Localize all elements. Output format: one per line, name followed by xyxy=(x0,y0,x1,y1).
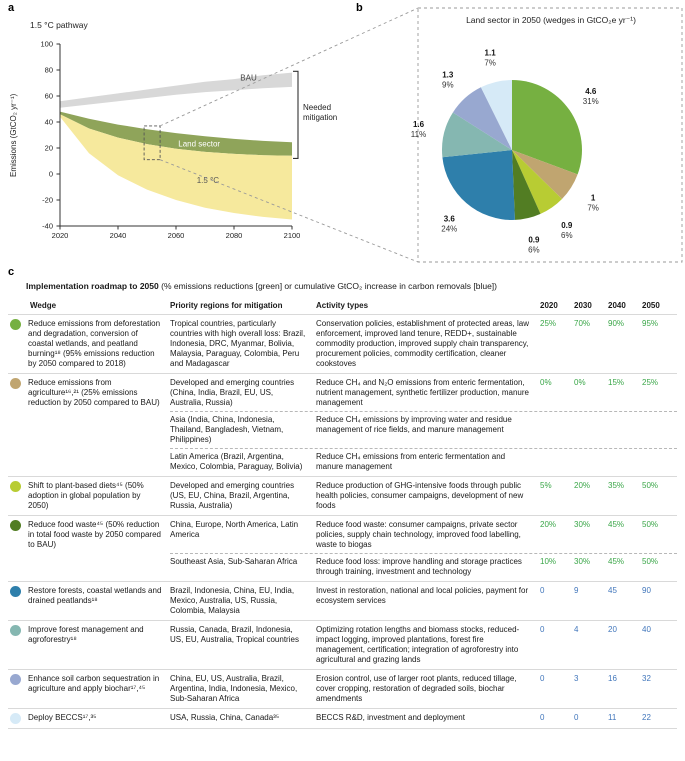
wedge-cell: Reduce emissions from agriculture¹⁶,²¹ (25% emissions reduction by 2050 compared to BAU) xyxy=(28,378,160,407)
needed-mitigation-label: Needed mitigation xyxy=(303,103,338,123)
value-cell: 4 xyxy=(574,625,579,634)
value-cell: 45% xyxy=(608,520,625,529)
table-subrow xyxy=(170,378,677,408)
value-cell: 0 xyxy=(540,713,545,722)
wedge-color-dot xyxy=(10,319,21,330)
wedge-cell: Reduce food waste⁴⁵ (50% reduction in total food waste by 2050 compared to BAU) xyxy=(28,520,161,549)
pie-slice-4 xyxy=(442,150,515,220)
wedge-color-cell xyxy=(8,674,28,685)
x-tick-label: 2040 xyxy=(109,231,127,240)
wedge-color-cell xyxy=(8,319,28,330)
table-subrow xyxy=(170,481,677,511)
pie-slice-pct-label: 11% xyxy=(410,130,427,140)
value-cell: 35% xyxy=(608,481,625,490)
column-header-year: 2040 xyxy=(608,301,626,310)
panel-b-title: Land sector in 2050 (wedges in GtCO₂e yr⁻¹) xyxy=(466,15,636,25)
wedge-cell: Restore forests, coastal wetlands and drained peatlands¹⁸ xyxy=(28,586,162,605)
value-cell: 30% xyxy=(574,520,591,529)
value-cell: 3 xyxy=(574,674,579,683)
row-subrows xyxy=(170,625,677,665)
pie-slice-pct-label: 6% xyxy=(528,245,540,255)
activities-cell: Reduce CH₄ emissions from enteric fermentation and manure management xyxy=(316,452,506,471)
pie-slice-pct-label: 6% xyxy=(561,230,573,240)
column-header-year: 2030 xyxy=(574,301,592,310)
pie-slice-value-label: 1.3 xyxy=(442,70,454,80)
area-bau xyxy=(60,73,292,108)
panel-a-title: 1.5 °C pathway xyxy=(30,20,88,30)
value-cell: 9 xyxy=(574,586,579,595)
y-tick-label: 80 xyxy=(44,65,53,75)
y-tick-label: 100 xyxy=(40,39,53,49)
pie-slice-pct-label: 7% xyxy=(484,58,496,68)
table-subrow xyxy=(170,586,677,616)
value-cell: 20 xyxy=(608,625,617,634)
wedge-color-cell xyxy=(8,713,28,724)
area-label: BAU xyxy=(240,73,257,83)
value-cell: 90% xyxy=(608,319,625,328)
table-title: Implementation roadmap to 2050 xyxy=(26,281,159,291)
regions-cell: Latin America (Brazil, Argentina, Mexico, Colombia, Paraguay, Bolivia) xyxy=(170,452,303,471)
wedge-color-cell xyxy=(8,625,28,636)
y-tick-label: 20 xyxy=(44,143,53,153)
regions-cell: China, Europe, North America, Latin America xyxy=(170,520,299,539)
x-tick-label: 2060 xyxy=(167,231,185,240)
value-cell: 40 xyxy=(642,625,651,634)
table-subtitle: (% emissions reductions [green] or cumulative GtCO₂ increase in carbon removals [blue]) xyxy=(161,281,497,291)
column-header-year: 2050 xyxy=(642,301,660,310)
x-tick-label: 2100 xyxy=(283,231,301,240)
x-tick-label: 2020 xyxy=(51,231,69,240)
table-subrow xyxy=(170,319,677,369)
regions-cell: Developed and emerging countries (China, India, Brazil, EU, US, Australia, Russia) xyxy=(170,378,295,407)
regions-cell: Tropical countries, particularly countries with high overall loss: Brazil, Indonesia, DRC, Myanmar, Bolivia, Malaysia, Paraguay, Colombia, Peru and Madagascar xyxy=(170,319,306,368)
activities-cell: Reduce food waste: consumer campaigns, private sector policies, supply chain technology, improved food labelling, waste to biogas xyxy=(316,520,521,549)
area-label: Land sector xyxy=(178,139,221,149)
pie-slice-value-label: 4.6 xyxy=(585,87,597,97)
value-cell: 25% xyxy=(642,378,659,387)
y-tick-label: 40 xyxy=(44,117,53,127)
table-row xyxy=(8,314,677,373)
pie-slice-value-label: 0.9 xyxy=(561,220,573,230)
column-header-regions: Priority regions for mitigation xyxy=(170,301,283,310)
table-subrow xyxy=(170,411,677,445)
wedge-color-cell xyxy=(8,481,28,492)
value-cell: 30% xyxy=(574,557,591,566)
x-tick-label: 2080 xyxy=(225,231,243,240)
activities-cell: Reduce CH₄ emissions by improving water and residue management of rice fields, and manure management xyxy=(316,415,512,434)
roadmap-table xyxy=(8,297,677,729)
panel-c-label: c xyxy=(8,266,15,278)
table-row xyxy=(8,620,677,669)
activities-cell: Erosion control, use of larger root plants, reduced tillage, cover cropping, restoration of degraded soils, biochar amendments xyxy=(316,674,517,703)
pie-slice-value-label: 1.1 xyxy=(484,48,496,58)
value-cell: 50% xyxy=(642,557,659,566)
wedge-color-dot xyxy=(10,625,21,636)
table-title-line xyxy=(26,281,677,291)
value-cell: 5% xyxy=(540,481,552,490)
y-tick-label: 0 xyxy=(48,169,53,179)
value-cell: 10% xyxy=(540,557,557,566)
value-cell: 0 xyxy=(540,586,545,595)
value-cell: 70% xyxy=(574,319,591,328)
row-subrows xyxy=(170,378,677,472)
value-cell: 50% xyxy=(642,481,659,490)
y-tick-label: -20 xyxy=(42,195,53,205)
y-tick-label: -40 xyxy=(42,221,53,231)
row-subrows xyxy=(170,319,677,369)
area-label: 1.5 °C xyxy=(196,176,220,186)
wedge-color-cell xyxy=(8,520,28,531)
table-subrow xyxy=(170,553,677,577)
pie-slice-value-label: 1.6 xyxy=(412,120,425,130)
wedge-color-dot xyxy=(10,378,21,389)
charts-canvas xyxy=(0,0,685,270)
y-axis-label: Emissions (GtCO₂ yr⁻¹) xyxy=(9,93,18,177)
value-cell: 45 xyxy=(608,586,617,595)
panel-a-label: a xyxy=(8,2,15,14)
activities-cell: Conservation policies, establishment of protected areas, law enforcement, improved land tenure, REDD+, sustainable commodity production, improved supply chain transparency, procurement policies, commodity certification, cleaner cookstoves xyxy=(316,319,529,368)
table-row xyxy=(8,581,677,620)
y-tick-label: 60 xyxy=(44,91,53,101)
wedge-cell: Improve forest management and agroforestry¹⁸ xyxy=(28,625,144,644)
pie-slice-value-label: 1 xyxy=(590,193,596,203)
row-subrows xyxy=(170,674,677,704)
value-cell: 90 xyxy=(642,586,651,595)
needed-mitigation-bracket xyxy=(293,71,298,158)
table-subrow xyxy=(170,520,677,550)
table-row xyxy=(8,373,677,476)
wedge-color-cell xyxy=(8,378,28,389)
activities-cell: BECCS R&D, investment and deployment xyxy=(316,713,465,722)
zoom-callout-line xyxy=(160,8,418,126)
column-header-wedge: Wedge xyxy=(30,301,57,310)
regions-cell: Brazil, Indonesia, China, EU, India, Mexico, Australia, US, Russia, Colombia, Malaysia xyxy=(170,586,295,615)
value-cell: 0 xyxy=(540,674,545,683)
value-cell: 0 xyxy=(574,713,579,722)
regions-cell: Southeast Asia, Sub-Saharan Africa xyxy=(170,557,298,566)
regions-cell: USA, Russia, China, Canada³⁵ xyxy=(170,713,280,722)
value-cell: 15% xyxy=(608,378,625,387)
row-subrows xyxy=(170,713,677,723)
value-cell: 95% xyxy=(642,319,659,328)
wedge-cell: Enhance soil carbon sequestration in agriculture and apply biochar¹⁷,⁴⁵ xyxy=(28,674,160,693)
value-cell: 32 xyxy=(642,674,651,683)
wedge-color-dot xyxy=(10,586,21,597)
value-cell: 25% xyxy=(540,319,557,328)
value-cell: 50% xyxy=(642,520,659,529)
activities-cell: Reduce food loss: improve handling and storage practices through training, investment and technology xyxy=(316,557,522,576)
wedge-color-dot xyxy=(10,713,21,724)
pie-slice-value-label: 3.6 xyxy=(443,214,455,224)
pie-slice-pct-label: 24% xyxy=(441,224,458,234)
activities-cell: Reduce production of GHG-intensive foods through public health policies, consumer campaigns, development of new foods xyxy=(316,481,524,510)
regions-cell: China, EU, US, Australia, Brazil, Argentina, India, Indonesia, Mexico, Sub-Saharan Africa xyxy=(170,674,298,703)
wedge-color-dot xyxy=(10,481,21,492)
value-cell: 0% xyxy=(540,378,552,387)
table-subrow xyxy=(170,448,677,472)
panel-b-label: b xyxy=(356,2,363,14)
pie-slice-pct-label: 7% xyxy=(587,203,599,213)
table-row xyxy=(8,476,677,515)
wedge-color-dot xyxy=(10,520,21,531)
regions-cell: Developed and emerging countries (US, EU, China, Brazil, Argentina, Russia, Australia) xyxy=(170,481,295,510)
wedge-cell: Shift to plant-based diets⁴⁵ (50% adoption in global population by 2050) xyxy=(28,481,144,510)
column-header-activities: Activity types xyxy=(316,301,369,310)
value-cell: 0 xyxy=(540,625,545,634)
value-cell: 20% xyxy=(540,520,557,529)
table-subrow xyxy=(170,625,677,665)
wedge-color-cell xyxy=(8,586,28,597)
activities-cell: Optimizing rotation lengths and biomass stocks, reduced-impact logging, improved plantations, forest fire management, certification; integration of agroforestry into agricultural and grazing lands xyxy=(316,625,520,664)
table-header xyxy=(8,297,677,314)
table-subrow xyxy=(170,713,677,723)
table-subrow xyxy=(170,674,677,704)
value-cell: 0% xyxy=(574,378,586,387)
table-row xyxy=(8,669,677,708)
row-subrows xyxy=(170,520,677,577)
pie-slice-value-label: 0.9 xyxy=(528,235,540,245)
activities-cell: Reduce CH₄ and N₂O emissions from enteric fermentation, nutrient management, synthetic fertilizer production, manure management xyxy=(316,378,529,407)
column-header-year: 2020 xyxy=(540,301,558,310)
pie-slice-pct-label: 31% xyxy=(582,97,599,107)
value-cell: 11 xyxy=(608,713,617,722)
wedge-cell: Deploy BECCS¹⁷,³⁵ xyxy=(28,713,97,722)
regions-cell: Russia, Canada, Brazil, Indonesia, US, EU, Australia, Tropical countries xyxy=(170,625,299,644)
table-row xyxy=(8,515,677,581)
row-subrows xyxy=(170,586,677,616)
pie-slice-pct-label: 9% xyxy=(442,80,454,90)
activities-cell: Invest in restoration, national and local policies, payment for ecosystem services xyxy=(316,586,529,605)
panel-c xyxy=(0,266,685,729)
value-cell: 22 xyxy=(642,713,651,722)
wedge-color-dot xyxy=(10,674,21,685)
table-row xyxy=(8,708,677,729)
value-cell: 45% xyxy=(608,557,625,566)
value-cell: 20% xyxy=(574,481,591,490)
value-cell: 16 xyxy=(608,674,617,683)
regions-cell: Asia (India, China, Indonesia, Thailand, Bangladesh, Vietnam, Philippines) xyxy=(170,415,284,444)
wedge-cell: Reduce emissions from deforestation and degradation, conversion of coastal wetlands, and peatland burning¹⁸ (95% emissions reduction by 2050 compared to 2018) xyxy=(28,319,161,368)
row-subrows xyxy=(170,481,677,511)
